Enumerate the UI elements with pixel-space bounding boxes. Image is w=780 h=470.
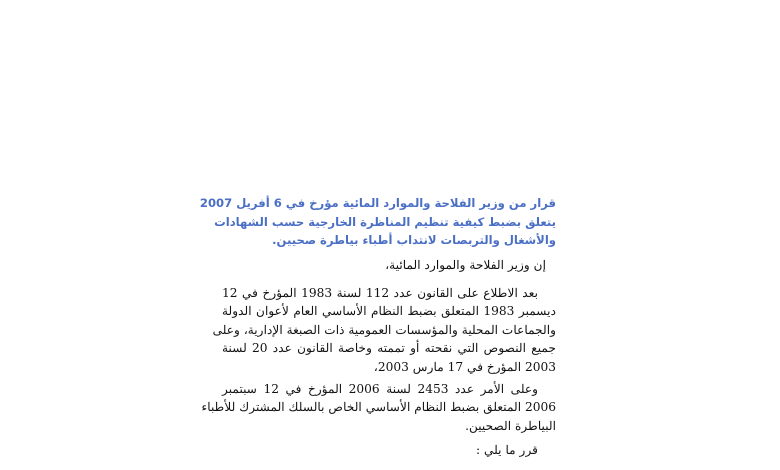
decree-line-3: البياطرة الصحيين. <box>465 418 556 433</box>
decision-line: قرر ما يلي : <box>476 443 538 458</box>
law-reference-paragraph <box>212 284 556 376</box>
decree-title <box>199 194 556 250</box>
law-line-1: بعد الاطلاع على القانون عدد 112 لسنة 1983 المؤرخ في 12 <box>222 285 538 300</box>
law-line-4: جميع النصوص التي نقحته أو تممته وخاصة القانون عدد 20 لسنة <box>222 341 556 356</box>
law-line-5: 2003 المؤرخ في 17 مارس 2003، <box>373 359 556 374</box>
decree-reference-paragraph <box>201 380 556 435</box>
law-line-3: والجماعات المحلية والمؤسسات العمومية ذات الصبغة الإدارية، وعلى <box>212 322 556 337</box>
intro-line: إن وزير الفلاحة والموارد المائية، <box>385 257 546 272</box>
title-line-2: يتعلق بضبط كيفية تنظيم المناظرة الخارجية حسب الشهادات <box>214 214 556 229</box>
decision-paragraph <box>222 441 556 459</box>
decree-line-1: وعلى الأمر عدد 2453 لسنة 2006 المؤرخ في 12 سبتمبر <box>222 381 539 396</box>
title-line-1: قرار من وزير الفلاحة والموارد المائية مؤرخ في 6 أفريل 2007 <box>199 196 556 210</box>
decree-line-2: 2006 المتعلق بضبط النظام الأساسي الخاص بالسلك المشترك للأطباء <box>201 400 556 415</box>
intro-paragraph <box>222 256 556 274</box>
law-line-2: ديسمبر 1983 المتعلق بضبط النظام الأساسي العام لأعوان الدولة <box>222 304 556 319</box>
decree-text <box>199 194 556 460</box>
title-line-3: والأشغال والتربصات لانتداب أطباء بياطرة صحيين. <box>272 233 556 247</box>
